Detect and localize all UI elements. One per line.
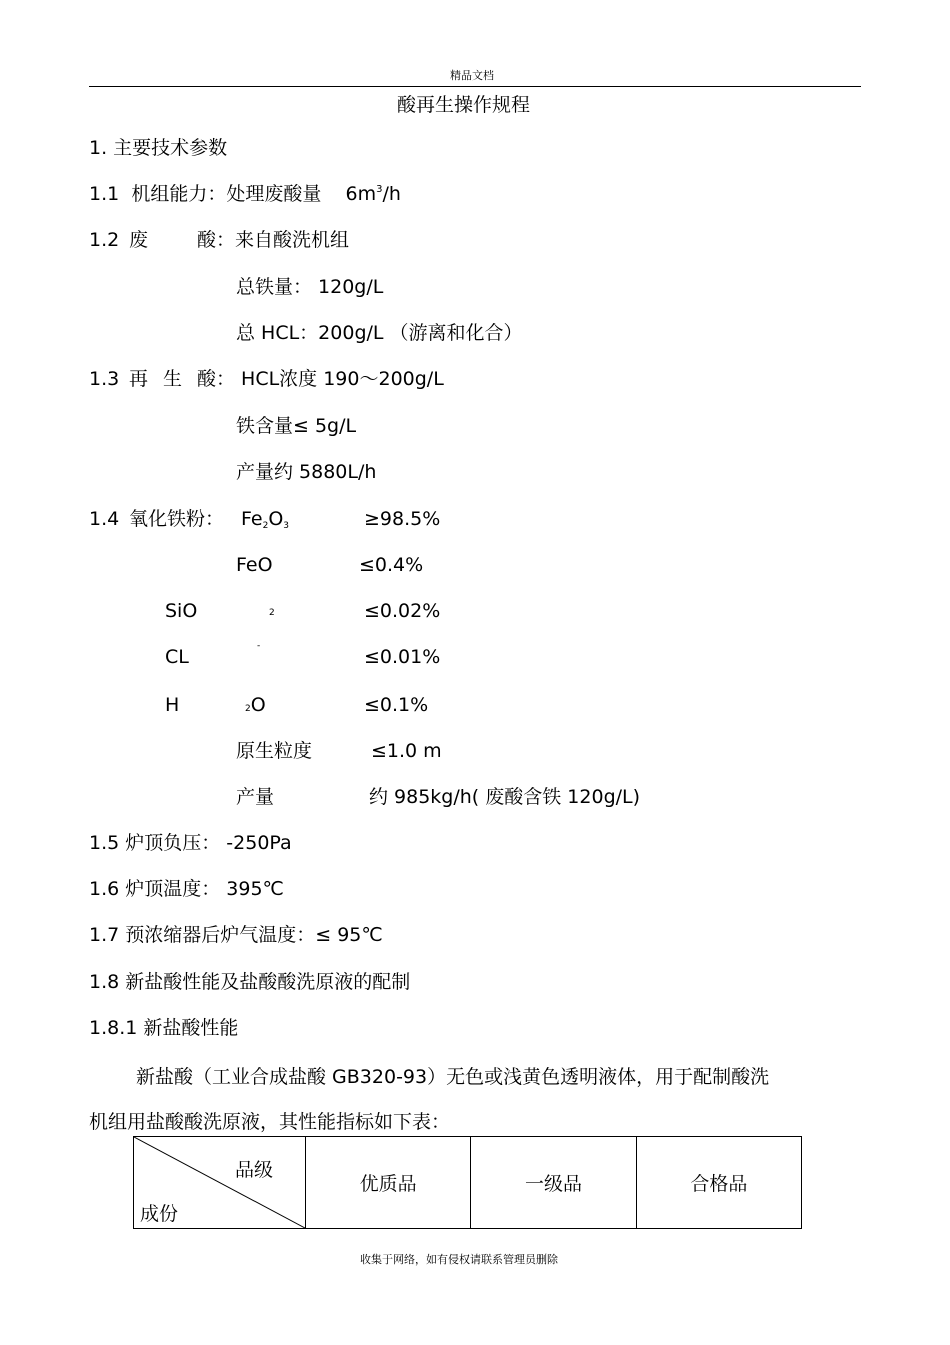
line-1-3-label-b: 生: [163, 368, 183, 390]
item-label: 机组能力：处理废酸量: [131, 183, 322, 205]
line-1-4-number: 1.4: [89, 508, 120, 530]
line-1-5: 1.5 炉顶负压： -250Pa: [89, 832, 292, 854]
line-1-2-total-iron: 总铁量： 120g/L: [236, 276, 384, 298]
header-first-grade: 一级品: [471, 1137, 636, 1229]
line-1-3-label-a: 再: [129, 368, 149, 390]
output-name: 产量: [236, 786, 275, 808]
particle-size-value: ≤1.0 m: [371, 740, 442, 762]
particle-size-name: 原生粒度: [236, 740, 313, 762]
item-number: 1.1: [89, 183, 120, 205]
document-title: 酸再生操作规程: [397, 94, 531, 116]
line-1-3-output: 产量约 5880L/h: [236, 461, 377, 483]
diagonal-header-cell: [134, 1137, 306, 1229]
line-1-3-number: 1.3: [89, 368, 120, 390]
line-1-3-iron-content: 铁含量≤ 5g/L: [236, 415, 357, 437]
header-rule: [89, 86, 861, 87]
fe2o3-value: ≥98.5%: [364, 508, 441, 530]
h2o-value: ≤0.1%: [364, 694, 429, 716]
header-qualified: 合格品: [636, 1137, 801, 1229]
line-1-3-label-c: 酸： HCL浓度 190～200g/L: [197, 368, 444, 390]
line-1-8: 1.8 新盐酸性能及盐酸酸洗原液的配制: [89, 971, 411, 993]
item-value: 6m: [345, 183, 377, 205]
superscript: 3: [376, 184, 383, 195]
line-1-2-label-b: 酸：来自酸洗机组: [197, 229, 350, 251]
header-premium: 优质品: [306, 1137, 471, 1229]
cl-minus-mark: -: [257, 641, 261, 651]
spec-table: [133, 1136, 802, 1229]
line-1-2-total-hcl: 总 HCL：200g/L （游离和化合）: [236, 322, 523, 344]
line-1-4-label: 氧化铁粉：: [129, 508, 225, 530]
line-1-2-label-a: 废: [129, 229, 149, 251]
section-heading-1: 1. 主要技术参数: [89, 137, 228, 159]
item-unit: /h: [382, 183, 401, 205]
component-label: 成份: [140, 1203, 179, 1225]
item-number: 1.2: [89, 229, 120, 251]
paragraph-line-1: 新盐酸（工业合成盐酸 GB320-93）无色或浅黄色透明液体，用于配制酸洗: [136, 1066, 770, 1088]
line-1-7: 1.7 预浓缩器后炉气温度：≤ 95℃: [89, 924, 383, 946]
formula-fe2o3: Fe2O3: [241, 508, 290, 531]
grade-label: 品级: [234, 1159, 273, 1181]
line-1-8-1: 1.8.1 新盐酸性能: [89, 1017, 239, 1039]
cl-value: ≤0.01%: [364, 646, 441, 668]
feo-name: FeO: [236, 554, 273, 576]
cl-name: CL: [165, 646, 189, 668]
page-footer: 收集于网络，如有侵权请联系管理员删除: [360, 1253, 558, 1266]
line-1-2: [89, 229, 119, 251]
output-value: 约 985kg/h( 废酸含铁 120g/L): [369, 786, 641, 808]
paragraph-line-2: 机组用盐酸酸洗原液，其性能指标如下表：: [89, 1111, 451, 1133]
sio2-subscript: 2: [269, 608, 275, 618]
line-1-1: [89, 183, 401, 209]
line-1-6: 1.6 炉顶温度： 395℃: [89, 878, 284, 900]
sio2-value: ≤0.02%: [364, 600, 441, 622]
sio2-name: SiO: [165, 600, 198, 622]
table-header-row: [134, 1137, 802, 1229]
feo-value: ≤0.4%: [359, 554, 424, 576]
page-header: 精品文档: [450, 69, 494, 82]
h2o-h: H: [165, 694, 180, 716]
h2o-o: 2O: [245, 694, 266, 716]
